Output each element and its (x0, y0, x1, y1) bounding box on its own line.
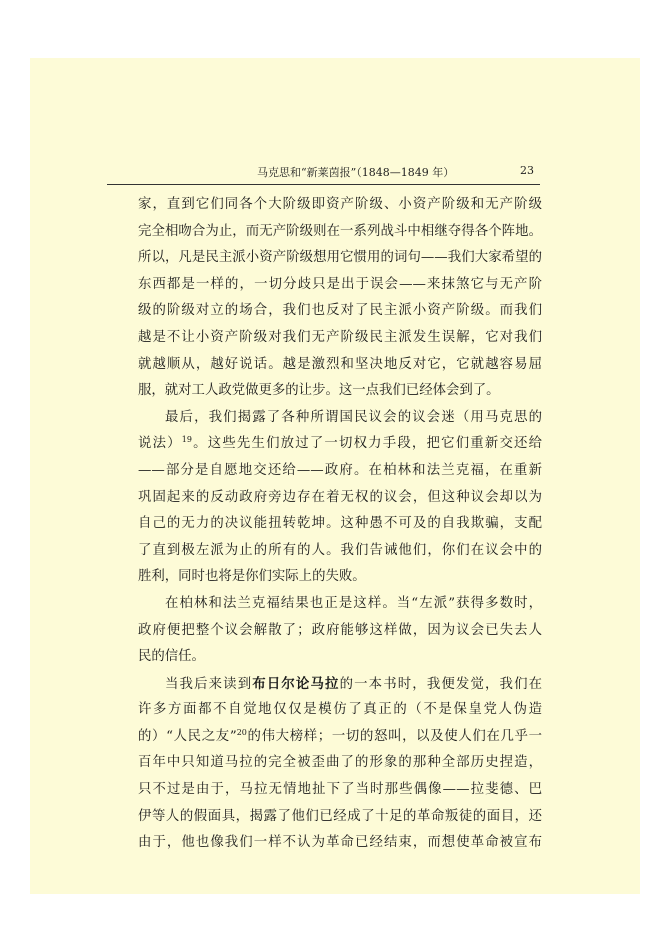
text-line: 民的信任。 (138, 649, 205, 665)
text-line: 胜利，同时也将是你们实际上的失败。 (138, 569, 366, 585)
text-fragment: 。这些先生们放过了一切权力手段，把它们重新交还给 (191, 436, 543, 452)
text-line: 了直到极左派为止的所有的人。我们告诫他们，你们在议会中的 (138, 542, 542, 558)
text-line: 许多方面都不自觉地仅仅是模仿了真正的（不是保皇党人伪造 (138, 702, 542, 718)
text-line: 家，直到它们同各个大阶级即资产阶级、小资产阶级和无产阶级 (138, 197, 542, 212)
book-reference: 布日尔论马拉 (252, 675, 340, 692)
text-fragment: 的一本书时，我便发觉，我们在 (339, 676, 543, 692)
text-fragment: 的伟大榜样；一切的怒叫，以及使人们在几乎一 (246, 728, 542, 744)
text-line: 所以，凡是民主派小资产阶级想用它惯用的词句——我们大家希望的 (138, 250, 542, 266)
text-line: 就越顺从，越好说话。越是激烈和坚决地反对它，它就越容易屈 (138, 356, 542, 372)
text-line (138, 724, 542, 751)
body-text (138, 192, 542, 857)
text-line: 政府便把整个议会解散了；政府能够这样做，因为议会已失去人 (138, 622, 542, 638)
text-line (138, 671, 542, 698)
text-line: 由于，他也像我们一样不认为革命已经结束，而想使革命被宣布 (138, 835, 542, 851)
text-line: 在柏林和法兰克福结果也正是这样。当“左派”获得多数时， (165, 595, 542, 611)
text-fragment: 当我后来读到 (165, 676, 253, 692)
footnote-ref-20: 20 (236, 727, 247, 737)
running-header (107, 162, 540, 185)
text-line: 最后，我们揭露了各种所谓国民议会的议会迷（用马克思的 (165, 409, 542, 425)
text-line: 巩固起来的反动政府旁边存在着无权的议会，但这种议会却以为 (138, 489, 542, 505)
text-line: 伊等人的假面具，揭露了他们已经成了十足的革命叛徒的面目，还 (138, 808, 542, 824)
page-number: 23 (520, 164, 534, 177)
text-line: ——部分是自愿地交还给——政府。在柏林和法兰克福，在重新 (138, 462, 542, 478)
text-fragment: 的）“人民之友” (138, 728, 237, 744)
text-line (138, 431, 542, 458)
text-line: 只不过是由于，马拉无情地扯下了当时那些偶像——拉斐德、巴 (138, 782, 542, 798)
text-line: 级的阶级对立的场合，我们也反对了民主派小资产阶级。而我们 (138, 303, 542, 319)
running-title: 马克思和“新莱茵报”（1848—1849 年） (257, 166, 455, 179)
footnote-ref-19: 19 (181, 435, 192, 445)
text-line: 服，就对工人政党做更多的让步。这一点我们已经体会到了。 (138, 383, 500, 399)
text-line: 完全相吻合为止，而无产阶级则在一系列战斗中相继夺得各个阵地。 (138, 223, 542, 239)
text-fragment: 说法） (138, 436, 182, 452)
text-line: 自己的无力的决议能扭转乾坤。这种愚不可及的自我欺骗，支配 (138, 516, 542, 532)
text-line: 百年中只知道马拉的完全被歪曲了的形象的那种全部历史捏造， (138, 755, 542, 771)
text-line: 越是不让小资产阶级对我们无产阶级民主派发生误解，它对我们 (138, 329, 542, 345)
text-line: 东西都是一样的，一切分歧只是出于误会——来抹煞它与无产阶 (138, 276, 542, 292)
